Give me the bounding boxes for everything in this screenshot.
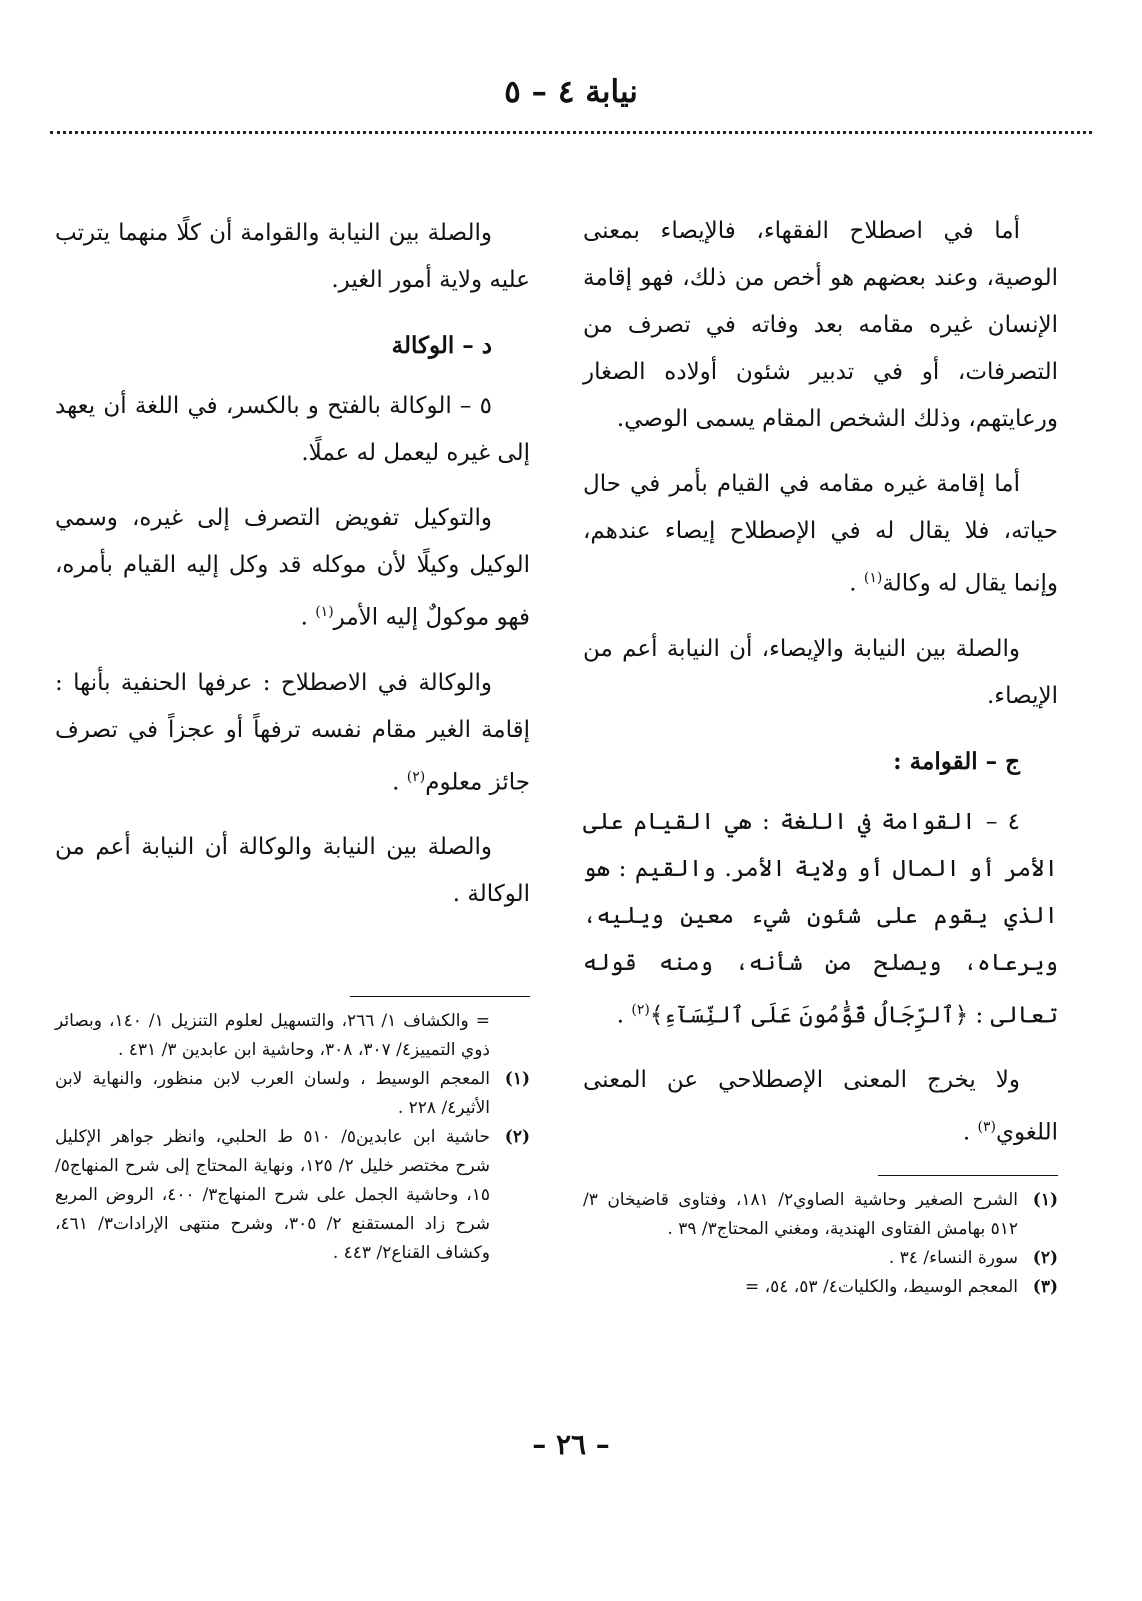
paragraph: أما إقامة غيره مقامه في القيام بأمر في حال حياته، فلا يقال له في الإصطلاح إيصاء عندهم، وإنما يقال له وكالة$^{(١)}$ .	[583, 471, 1058, 597]
footnote-continuation: = والكشاف ١/ ٢٦٦، والتسهيل لعلوم التنزيل ١/ ١٤٠، وبصائر ذوي التمييز٤/ ٣٠٧، ٣٠٨، وحاشية ابن عابدين ٣/ ٤٣١ .	[55, 1011, 490, 1061]
footnote-ref: (٢)	[631, 1001, 650, 1018]
footnote-item: (٢) سورة النساء/ ٣٤ .	[888, 1247, 1058, 1268]
paragraph: والصلة بين النيابة والقوامة أن كلًا منهما يترتب عليه ولاية أمور الغير.	[55, 220, 530, 293]
footnotes	[55, 1007, 530, 1268]
paragraph: ٤ – القوامة في اللغة : هي القيام على الأمر أو المال أو ولاية الأمر. والقيم : هو الذي يقوم على شئون شيء معين ويليه، ويرعاه، ويصلح من شأنه، ومنه قوله تعالى : ﴿ٱلرِّجَالُ قَوَّٰمُونَ عَلَى ٱلنِّسَآءِ﴾$^{(٢)}$ .	[583, 808, 1058, 1029]
footnote-item: (٢) حاشية ابن عابدين٥/ ٥١٠ ط الحلبي، وانظر جواهر الإكليل شرح مختصر خليل ٢/ ١٢٥، ونهاية المحتاج إلى شرح المنهاج٥/ ١٥، وحاشية الجمل على شرح المنهاج٣/ ٤٠٠، الروض المربع شرح زاد المستقنع ٢/ ٣٠٥، وشرح منتهى الإرادات٣/ ٤٦١، وكشاف القناع٢/ ٤٤٣ .	[55, 1127, 530, 1264]
footnote-separator	[350, 996, 530, 997]
page-number: – ٢٦ –	[532, 1428, 610, 1461]
section-heading: ج – القوامة :	[893, 747, 1020, 775]
footnote-ref: (٣)	[977, 1119, 996, 1136]
footnotes	[583, 1186, 1058, 1302]
footnote-separator	[878, 1175, 1058, 1176]
paragraph: والصلة بين النيابة والوكالة أن النيابة أعم من الوكالة .	[55, 834, 530, 908]
footnote-ref: (١)	[863, 570, 883, 586]
paragraph: ٥ – الوكالة بالفتح و بالكسر، في اللغة أن يعهد إلى غيره ليعمل له عملًا.	[55, 393, 530, 466]
dotted-header-rule	[50, 131, 1092, 134]
left-column	[55, 210, 530, 1268]
footnote-item: (١) الشرح الصغير وحاشية الصاوي٢/ ١٨١، وفتاوى قاضيخان ٣/ ٥١٢ بهامش الفتاوى الهندية، ومغني المحتاج٣/ ٣٩ .	[583, 1189, 1058, 1239]
paragraph: أما في اصطلاح الفقهاء، فالإيصاء بمعنى الوصية، وعند بعضهم هو أخص من ذلك، فهو إقامة الإنسان غيره مقامه بعد وفاته في تصرف من التصرفات، أو في تدبير شئون أولاده الصغار ورعايتهم، وذلك الشخص المقام يسمى الوصي.	[583, 218, 1058, 432]
footnote-ref: (٢)	[406, 768, 426, 785]
paragraph: والصلة بين النيابة والإيصاء، أن النيابة أعم من الإيصاء.	[583, 635, 1058, 709]
footnote-item: (١) المعجم الوسيط ، ولسان العرب لابن منظور، والنهاية لابن الأثير٤/ ٢٢٨ .	[55, 1069, 530, 1119]
footnote-ref: (١)	[315, 604, 334, 620]
paragraph: والوكالة في الاصطلاح : عرفها الحنفية بأنها : إقامة الغير مقام نفسه ترفهاً أو عجزاً في تصرف جائز معلوم$^{(٢)}$ .	[55, 669, 530, 796]
running-header: نيابة ٤ – ٥	[504, 74, 638, 110]
section-heading: د – الوكالة	[391, 332, 492, 359]
footnote-item: (٣) المعجم الوسيط، والكليات٤/ ٥٣، ٥٤، =	[745, 1276, 1058, 1297]
paragraph: والتوكيل تفويض التصرف إلى غيره، وسمي الوكيل وكيلًا لأن موكله قد وكل إليه القيام بأمره، فهو موكولٌ إليه الأمر$^{(١)}$ .	[55, 505, 530, 631]
right-column	[583, 208, 1058, 1302]
paragraph: ولا يخرج المعنى الإصطلاحي عن المعنى اللغوي$^{(٣)}$ .	[583, 1067, 1058, 1146]
